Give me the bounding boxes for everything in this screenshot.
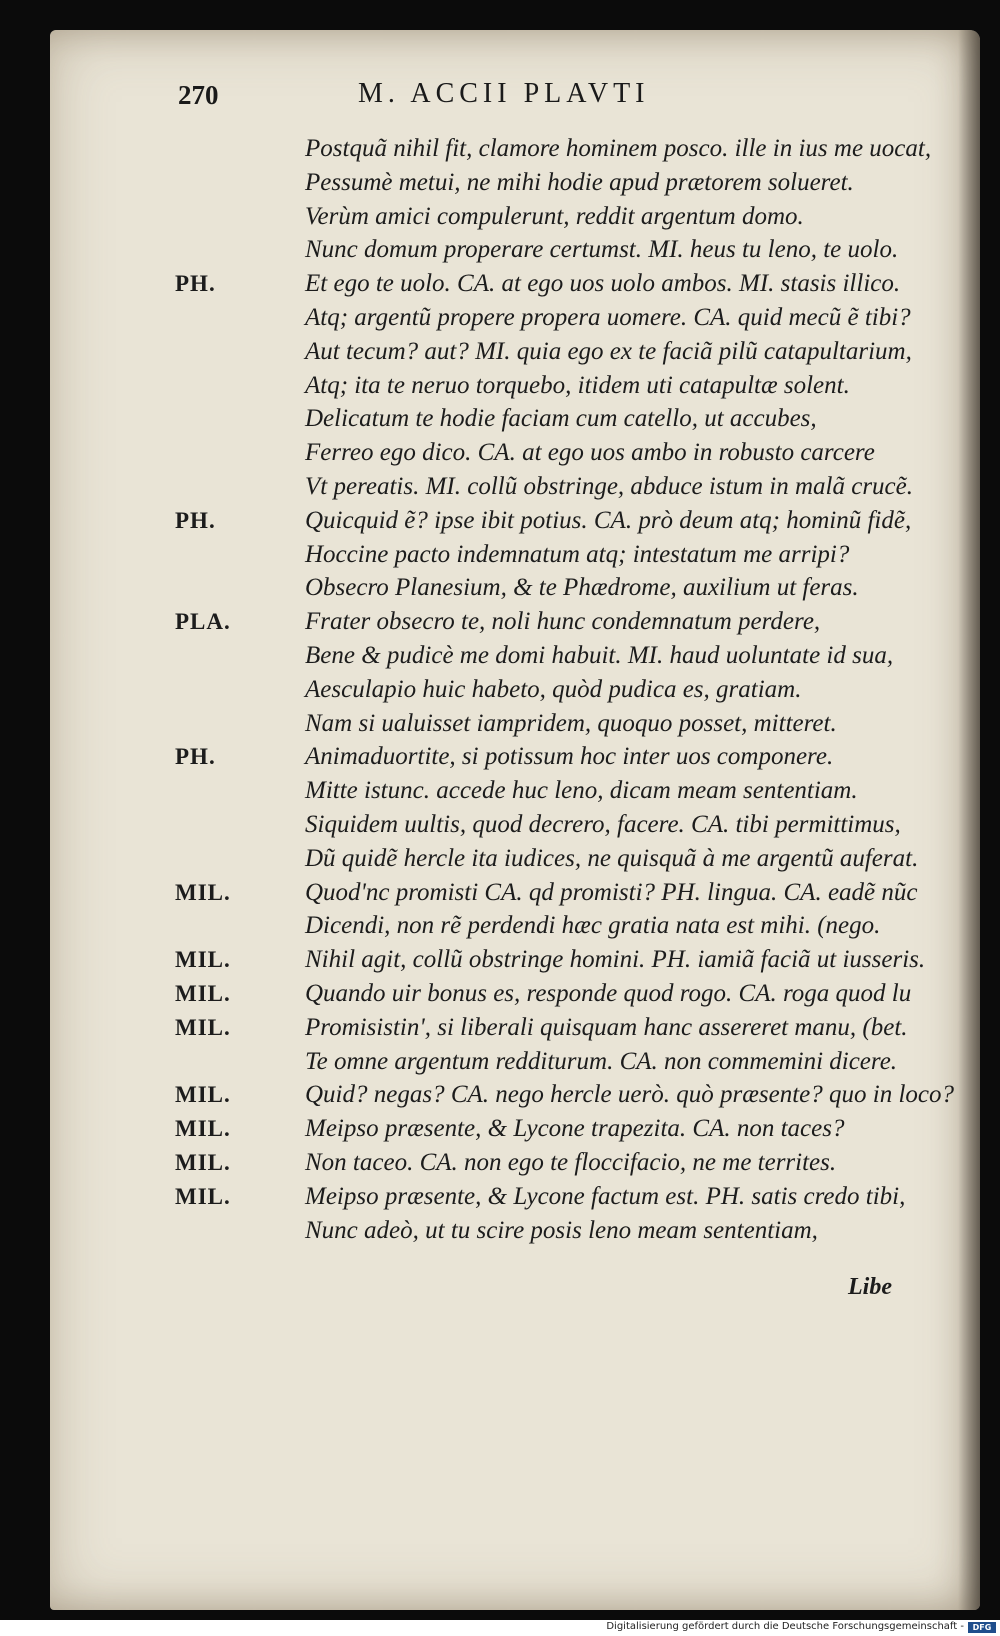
verse-text: Quando uir bonus es, responde quod rogo. CA. roga quod lu	[305, 979, 912, 1007]
verse-text: Promisistin', si liberali quisquam hanc assereret manu, (bet.	[305, 1013, 908, 1041]
running-head: M. ACCII PLAVTI	[358, 78, 650, 109]
verse-text: Delicatum te hodie faciam cum catello, ut accubes,	[305, 405, 817, 433]
verse-line	[175, 639, 955, 673]
verse-text: Meipso præsente, & Lycone factum est. PH. satis credo tibi,	[305, 1182, 906, 1210]
verse-text-block	[175, 132, 955, 1247]
verse-line	[175, 1180, 955, 1214]
verse-text: Meipso præsente, & Lycone trapezita. CA. non taces?	[305, 1115, 845, 1143]
verse-text: Dicendi, non rẽ perdendi hæc gratia nata est mihi. (nego.	[305, 912, 881, 940]
verse-text: Quid? negas? CA. nego hercle uerò. quò præsente? quo in loco?	[305, 1081, 954, 1109]
verse-text: Vt pereatis. MI. collũ obstringe, abduce istum in malã crucẽ.	[305, 472, 913, 500]
speaker-label: MIL.	[175, 879, 231, 905]
verse-text: Atq; ita te neruo torquebo, itidem uti catapultæ solent.	[305, 371, 850, 399]
verse-text: Pessumè metui, ne mihi hodie apud prætorem solueret.	[305, 168, 854, 196]
speaker-label: MIL.	[175, 980, 231, 1006]
speaker-label: MIL.	[175, 947, 231, 973]
verse-text: Nihil agit, collũ obstringe homini. PH. iamiã faciã ut iusseris.	[305, 946, 926, 974]
verse-text: Et ego te uolo. CA. at ego uos uolo ambos. MI. stasis illico.	[305, 270, 901, 298]
verse-line	[175, 369, 955, 403]
verse-line	[175, 740, 955, 774]
verse-line	[175, 402, 955, 436]
verse-text: Aut tecum? aut? MI. quia ego ex te faciã pilũ catapultarium,	[305, 337, 912, 365]
verse-line	[175, 605, 955, 639]
speaker-label: PH.	[175, 271, 216, 297]
verse-line	[175, 166, 955, 200]
speaker-label: PLA.	[175, 609, 231, 635]
verse-line	[175, 538, 955, 572]
verse-text: Bene & pudicè me domi habuit. MI. haud uoluntate id sua,	[305, 641, 894, 669]
page-header	[178, 78, 738, 114]
verse-line	[175, 267, 955, 301]
speaker-label: MIL.	[175, 1183, 231, 1209]
footer-bar	[0, 1620, 1000, 1636]
verse-text: Postquã nihil fit, clamore hominem posco. ille in ius me uocat,	[305, 135, 932, 162]
catchword: Libe	[848, 1274, 892, 1300]
verse-line	[175, 436, 955, 470]
verse-line	[175, 673, 955, 707]
speaker-label: PH.	[175, 507, 216, 533]
verse-line	[175, 1011, 955, 1045]
verse-line	[175, 977, 955, 1011]
verse-text: Atq; argentũ propere propera uomere. CA. quid mecũ ẽ tibi?	[305, 303, 911, 331]
verse-text: Hoccine pacto indemnatum atq; intestatum me arripi?	[305, 540, 850, 568]
verse-text: Obsecro Planesium, & te Phædrome, auxilium ut feras.	[305, 574, 859, 602]
verse-line	[175, 1045, 955, 1079]
verse-text: Aesculapio huic habeto, quòd pudica es, gratiam.	[305, 675, 802, 703]
verse-text: Frater obsecro te, noli hunc condemnatum perdere,	[305, 608, 821, 636]
verse-text: Te omne argentum redditurum. CA. non commemini dicere.	[305, 1047, 898, 1075]
verse-text: Siquidem uultis, quod decrero, facere. CA. tibi permittimus,	[305, 810, 901, 838]
verse-text: Mitte istunc. accede huc leno, dicam meam sententiam.	[305, 777, 858, 805]
verse-text: Nunc domum properare certumst. MI. heus tu leno, te uolo.	[305, 236, 899, 264]
verse-line	[175, 301, 955, 335]
speaker-label: MIL.	[175, 1014, 231, 1040]
verse-line	[175, 1112, 955, 1146]
verse-line	[175, 909, 955, 943]
verse-line	[175, 504, 955, 538]
page-gutter-shadow	[958, 30, 980, 1610]
verse-text: Verùm amici compulerunt, reddit argentum domo.	[305, 202, 804, 230]
speaker-label: MIL.	[175, 1116, 231, 1142]
verse-line	[175, 132, 955, 166]
page-number: 270	[178, 80, 219, 110]
verse-line	[175, 943, 955, 977]
dfg-logo: DFG	[968, 1622, 996, 1633]
verse-text: Nam si ualuisset iampridem, quoquo posset, mitteret.	[305, 709, 837, 737]
verse-text: Quicquid ẽ? ipse ibit potius. CA. prò deum atq; hominũ fidẽ,	[305, 506, 912, 534]
verse-text: Nunc adeò, ut tu scire posis leno meam sententiam,	[305, 1216, 818, 1244]
speaker-label: MIL.	[175, 1082, 231, 1108]
verse-text: Non taceo. CA. non ego te floccifacio, ne me territes.	[305, 1148, 837, 1176]
verse-line	[175, 1078, 955, 1112]
verse-line	[175, 774, 955, 808]
verse-line	[175, 200, 955, 234]
funding-credit: Digitalisierung gefördert durch die Deutsche Forschungsgemeinschaft -	[606, 1621, 964, 1632]
verse-line	[175, 1146, 955, 1180]
verse-line	[175, 707, 955, 741]
verse-line	[175, 808, 955, 842]
verse-text: Dũ quidẽ hercle ita iudices, ne quisquã à me argentũ auferat.	[305, 844, 919, 872]
verse-line	[175, 233, 955, 267]
verse-line	[175, 876, 955, 910]
verse-text: Ferreo ego dico. CA. at ego uos ambo in robusto carcere	[305, 439, 875, 467]
speaker-label: PH.	[175, 744, 216, 770]
verse-line	[175, 1214, 955, 1248]
verse-line	[175, 571, 955, 605]
speaker-label: MIL.	[175, 1149, 231, 1175]
verse-line	[175, 842, 955, 876]
verse-line	[175, 335, 955, 369]
verse-text: Quod'nc promisti CA. qd promisti? PH. lingua. CA. eadẽ nũc	[305, 878, 918, 906]
verse-line	[175, 470, 955, 504]
verse-text: Animaduortite, si potissum hoc inter uos componere.	[305, 743, 834, 771]
